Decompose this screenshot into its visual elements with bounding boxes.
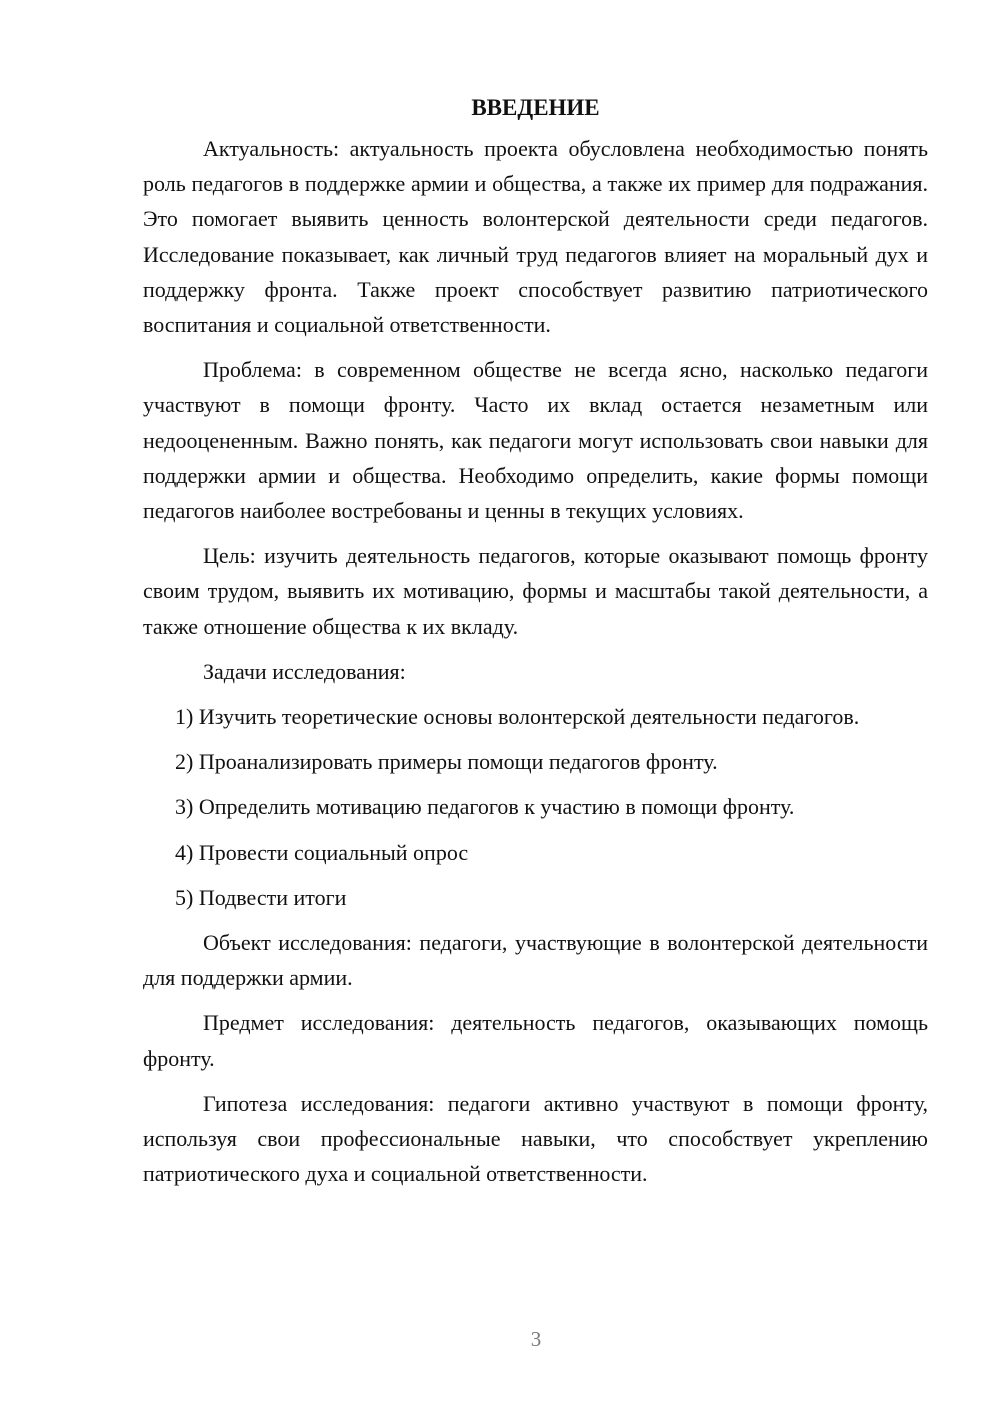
paragraph-subject: Предмет исследования: деятельность педагогов, оказывающих помощь фронту. xyxy=(143,1010,928,1071)
paragraph-relevance: Актуальность: актуальность проекта обусловлена необходимостью понять роль педагогов в поддержке армии и общества, а также их пример для подражания. Это помогает выявить ценность волонтерской деятельности среди педагогов. Исследование показывает, как личный труд педагогов влияет на моральный дух и поддержку фронта. Также проект способствует развитию патриотического воспитания и социальной ответственности. xyxy=(143,136,928,338)
page-number: 3 xyxy=(530,1327,542,1351)
document-page xyxy=(143,90,928,1201)
list-item: 1) Изучить теоретические основы волонтерской деятельности педагогов. xyxy=(175,704,860,730)
paragraph-object: Объект исследования: педагоги, участвующие в волонтерской деятельности для поддержки армии. xyxy=(143,930,928,991)
section-title: ВВЕДЕНИЕ xyxy=(471,95,600,120)
paragraph-problem: Проблема: в современном обществе не всегда ясно, насколько педагоги участвуют в помощи фронту. Часто их вклад остается незаметным или недооцененным. Важно понять, как педагоги могут использовать свои навыки для поддержки армии и общества. Необходимо определить, какие формы помощи педагогов наиболее востребованы и ценны в текущих условиях. xyxy=(143,357,928,524)
list-item: 2) Проанализировать примеры помощи педагогов фронту. xyxy=(175,749,718,775)
tasks-heading: Задачи исследования: xyxy=(203,658,406,684)
paragraph-goal: Цель: изучить деятельность педагогов, которые оказывают помощь фронту своим трудом, выявить их мотивацию, формы и масштабы такой деятельности, а также отношение общества к их вкладу. xyxy=(143,543,928,639)
paragraph-hypothesis: Гипотеза исследования: педагоги активно участвуют в помощи фронту, используя свои профессиональные навыки, что способствует укреплению патриотического духа и социальной ответственности. xyxy=(143,1090,928,1187)
list-item: 4) Провести социальный опрос xyxy=(175,839,469,865)
list-item: 3) Определить мотивацию педагогов к участию в помощи фронту. xyxy=(175,794,795,820)
list-item: 5) Подвести итоги xyxy=(175,884,347,910)
tasks-list xyxy=(143,699,928,915)
